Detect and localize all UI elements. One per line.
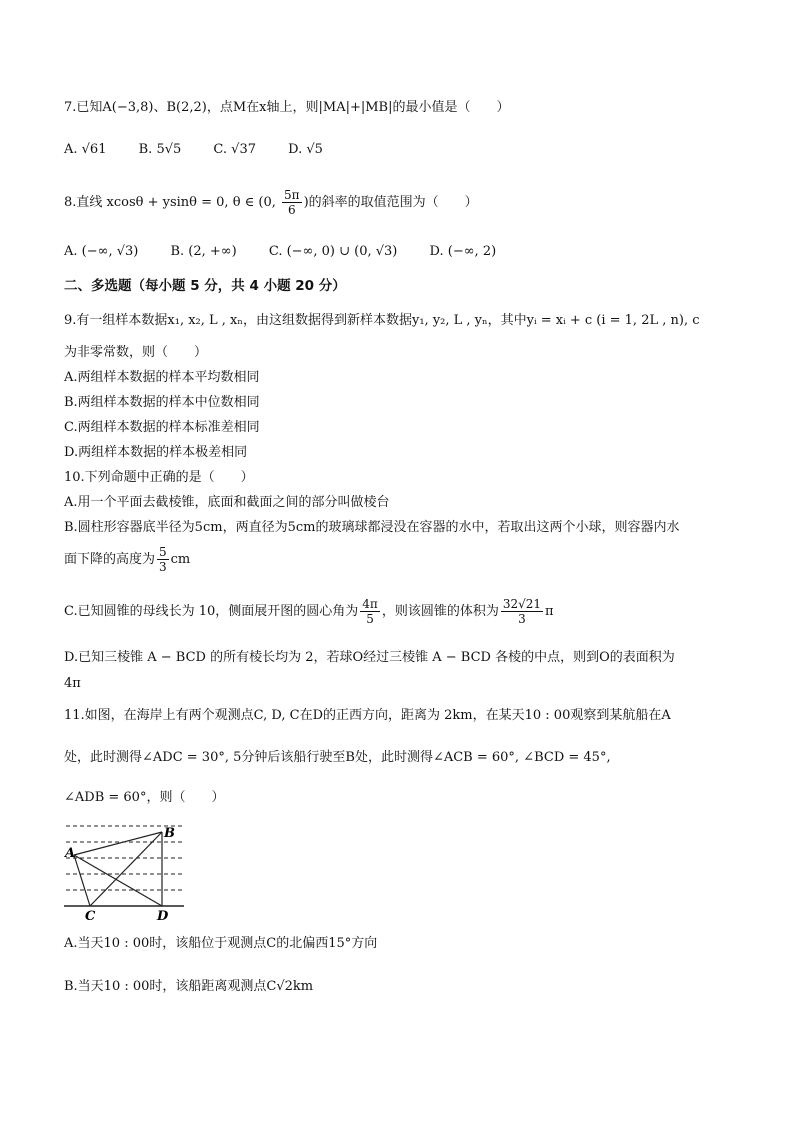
q10-b-fraction [157, 545, 169, 574]
q11-stem-line2: 处，此时测得∠ADC = 30°, 5分钟后该船行驶至B处，此时测得∠ACB = 60°, ∠BCD = 45°, [64, 750, 611, 765]
q11-option-a: A.当天10 : 00时，该船位于观测点C的北偏西15°方向 [64, 936, 378, 951]
q10-c-frac1-den: 5 [366, 612, 374, 626]
q7-option-d: D. √5 [288, 142, 323, 157]
q8-stem-post: 的斜率的取值范围为（ ） [308, 195, 478, 210]
q9-option-b: B.两组样本数据的样本中位数相同 [64, 395, 260, 410]
q10-b-frac-den: 3 [159, 560, 167, 574]
q11-option-b: B.当天10 : 00时，该船距离观测点C√2km [64, 979, 314, 994]
q8-option-d: D. (−∞, 2) [429, 244, 497, 259]
q10-c-fraction-1 [360, 597, 380, 626]
q8-option-a: A. (−∞, √3) [64, 244, 139, 259]
q10-option-d-line1: D.已知三棱锥 A − BCD 的所有棱长均为 2，若球O经过三棱锥 A − BCD 各棱的中点，则到O的表面积为 [64, 650, 675, 665]
q10-c-frac1-num: 4π [362, 597, 378, 611]
q8-interval-close: ) [303, 195, 309, 210]
q10-c-fraction-2 [501, 597, 543, 626]
figure-label-d: D [157, 909, 169, 922]
q8-option-c: C. (−∞, 0) ∪ (0, √3) [268, 244, 398, 259]
q8-frac-num: 5π [284, 188, 300, 202]
q9-option-d: D.两组样本数据的样本极差相同 [64, 445, 248, 460]
q10-c-frac2-num: 32√21 [502, 597, 542, 611]
figure-label-a: A [65, 846, 76, 861]
q10-c-post: π [545, 604, 554, 619]
q10-stem: 10.下列命题中正确的是（ ） [64, 470, 254, 485]
q7-stem: 7.已知A(−3,8)、B(2,2)，点M在x轴上，则|MA|+|MB|的最小值是（ ） [64, 100, 510, 115]
section-title: 二、多选题（每小题 5 分，共 4 小题 20 分） [64, 278, 346, 294]
q8-stem-pre: 8.直线 xcosθ + ysinθ = 0, θ ∈ [64, 195, 259, 210]
q8-frac-den: 6 [287, 203, 296, 217]
q8-fraction [282, 188, 302, 217]
q8-stem [64, 188, 478, 217]
q9-stem-line2: 为非零常数，则（ ） [64, 345, 208, 360]
q7-option-c: C. √37 [213, 142, 256, 157]
q10-option-c [64, 594, 554, 630]
q10-c-pre: C.已知圆锥的母线长为 10，侧面展开图的圆心角为 [64, 604, 359, 619]
q11-figure [64, 822, 186, 922]
q9-stem-line1: 9.有一组样本数据x₁, x₂, L , xₙ，由这组数据得到新样本数据y₁, y₂, L , yₙ，其中yᵢ = xᵢ + c (i = 1, 2L , n), c [64, 313, 700, 328]
figure-label-b: B [164, 826, 175, 841]
q11-stem-line3: ∠ADB = 60°，则（ ） [64, 790, 225, 805]
q10-option-a: A.用一个平面去截棱锥，底面和截面之间的部分叫做棱台 [64, 495, 390, 510]
q10-b-frac-num: 5 [159, 545, 167, 559]
q9-option-c: C.两组样本数据的样本标准差相同 [64, 420, 260, 435]
q8-interval-open: (0, [258, 195, 281, 210]
q7-options [64, 140, 351, 160]
q8-option-b: B. (2, +∞) [170, 244, 237, 259]
triangle-lines [74, 832, 162, 906]
q10-option-b-line1: B.圆柱形容器底半径为5cm，两直径为5cm的玻璃球都浸没在容器的水中，若取出这两个小球，则容器内水 [64, 520, 680, 535]
q7-option-b: B. 5√5 [138, 142, 182, 157]
q10-b-pre: 面下降的高度为 [64, 552, 156, 567]
q9-option-a: A.两组样本数据的样本平均数相同 [64, 370, 260, 385]
q10-b-unit: cm [170, 552, 191, 567]
q8-options [64, 242, 524, 262]
figure-label-c: C [85, 909, 96, 922]
q11-stem-line1: 11.如图，在海岸上有两个观测点C, D, C在D的正西方向，距离为 2km，在某天10 : 00观察到某航船在A [64, 708, 671, 723]
q10-c-frac2-den: 3 [518, 612, 526, 626]
q7-option-a: A. √61 [64, 142, 107, 157]
q10-option-b-line2 [64, 542, 190, 578]
q10-option-d-line2: 4π [64, 676, 81, 691]
q10-c-mid: ，则该圆锥的体积为 [381, 604, 499, 619]
